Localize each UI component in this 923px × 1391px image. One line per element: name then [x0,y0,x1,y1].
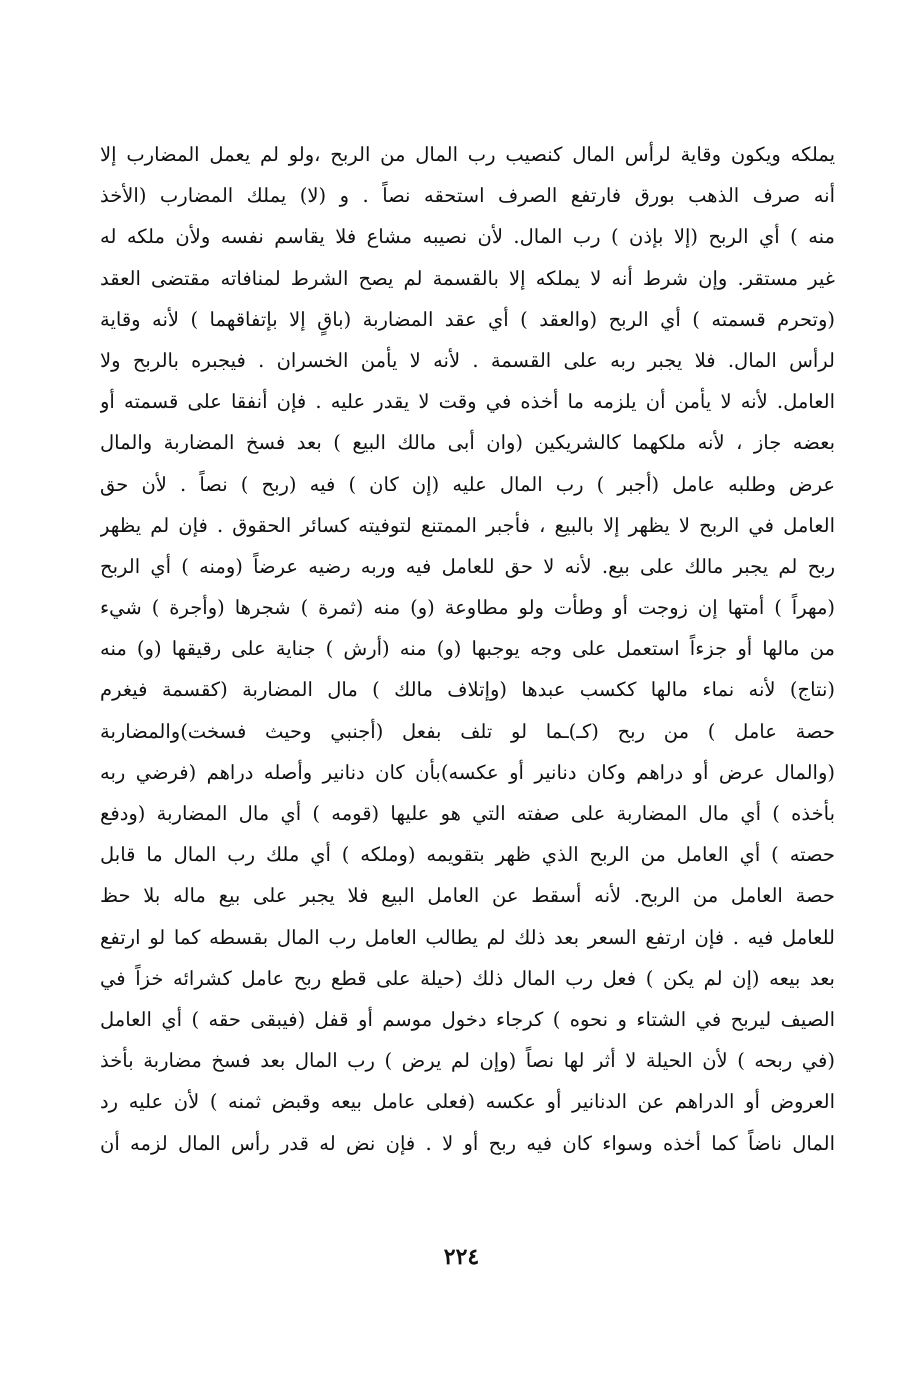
text-line: المال ناضاً كما أخذه وسواء كان فيه ربح أو لا . فإن نض له قدر رأس المال لزمه أن [100,1131,835,1155]
text-line: العروض أو الدراهم عن الدنانير أو عكسه (فعلى عامل بيعه وقبض ثمنه ) لأن عليه رد [100,1090,835,1114]
text-line: العامل. لأنه لا يأمن أن يلزمه ما أخذه في وقت لا يقدر عليه . فإن أنفقا على قسمته أو [100,390,835,414]
text-line: (والمال عرض أو دراهم وكان دنانير أو عكسه)بأن كان دنانير وأصله دراهم (فرضي ربه [100,760,835,784]
text-line: العامل في الربح لا يظهر إلا بالبيع ، فأجبر الممتنع لتوفيته كسائر الحقوق . فإن لم يظهر [100,513,835,537]
text-line: ربح لم يجبر مالك على بيع. لأنه لا حق للعامل فيه وربه رضيه عرضاً (ومنه ) أي الربح [100,554,835,578]
text-line: حصة العامل من الربح. لأنه أسقط عن العامل البيع فلا يجبر على بيع ماله بلا حظ [100,884,835,908]
text-line: الصيف ليربح في الشتاء و نحوه ) كرجاء دخول موسم أو قفل (فيبقى حقه ) أي العامل [100,1007,835,1031]
text-line: (مهراً ) أمتها إن زوجت أو وطأت ولو مطاوعة (و) منه (ثمرة ) شجرها (وأجرة ) شيء [100,596,835,620]
body-text [100,134,835,1164]
text-line: حصة عامل ) من ربح (كـ)ـما لو تلف بفعل (أجنبي وحيث فسخت)والمضاربة [100,719,835,743]
text-line: منه ) أي الربح (إلا بإذن ) رب المال. لأن نصيبه مشاع فلا يقاسم نفسه ولأن ملكه له [100,225,835,249]
text-line: (في ربحه ) لأن الحيلة لا أثر لها نصاً (وإن لم يرض ) رب المال بعد فسخ مضاربة بأخذ [100,1049,835,1073]
text-line: بعضه جاز ، لأنه ملكهما كالشريكين (وان أبى مالك البيع ) بعد فسخ المضاربة والمال [100,431,835,455]
text-line: للعامل فيه . فإن ارتفع السعر بعد ذلك لم يطالب العامل رب المال بقسطه كما لو ارتفع [100,925,835,949]
text-line: يملكه ويكون وقاية لرأس المال كنصيب رب المال من الربح ،ولو لم يعمل المضارب إلا [100,143,835,166]
text-line: (نتاج) لأنه نماء مالها ككسب عبدها (وإتلاف مالك ) مال المضاربة (كقسمة فيغرم [100,678,835,702]
text-line: عرض وطلبه عامل (أجبر ) رب المال عليه (إن كان ) فيه (ربح ) نصاً . لأن حق [100,472,835,496]
text-line: بأخذه ) أي مال المضاربة على صفته التي هو عليها (قومه ) أي مال المضاربة (ودفع [100,802,835,825]
text-line: بعد بيعه (إن لم يكن ) فعل رب المال ذلك (حيلة على قطع ربح عامل كشرائه خزاً في [100,966,835,990]
text-line: (وتحرم قسمته ) أي الربح (والعقد ) أي عقد المضاربة (باقٍ إلا بإتفاقهما ) لأنه وقاية [100,307,835,331]
page-number: ٢٢٤ [443,1244,480,1270]
text-line: غير مستقر. وإن شرط أنه لا يملكه إلا بالقسمة لم يصح الشرط لمنافاته مقتضى العقد [100,266,835,290]
text-line: من مالها أو جزءاً استعمل على وجه يوجبها (و) منه (أرش ) جناية على رقيقها (و) منه [100,637,835,661]
text-line: لرأس المال. فلا يجبر ربه على القسمة . لأنه لا يأمن الخسران . فيجبره بالربح ولا [100,348,835,372]
text-line: حصته ) أي العامل من الربح الذي ظهر بتقويمه (وملكه ) أي ملك رب المال ما قابل [100,843,835,867]
text-line: أنه صرف الذهب بورق فارتفع الصرف استحقه نصاً . و (لا) يملك المضارب (الأخذ [100,184,835,208]
